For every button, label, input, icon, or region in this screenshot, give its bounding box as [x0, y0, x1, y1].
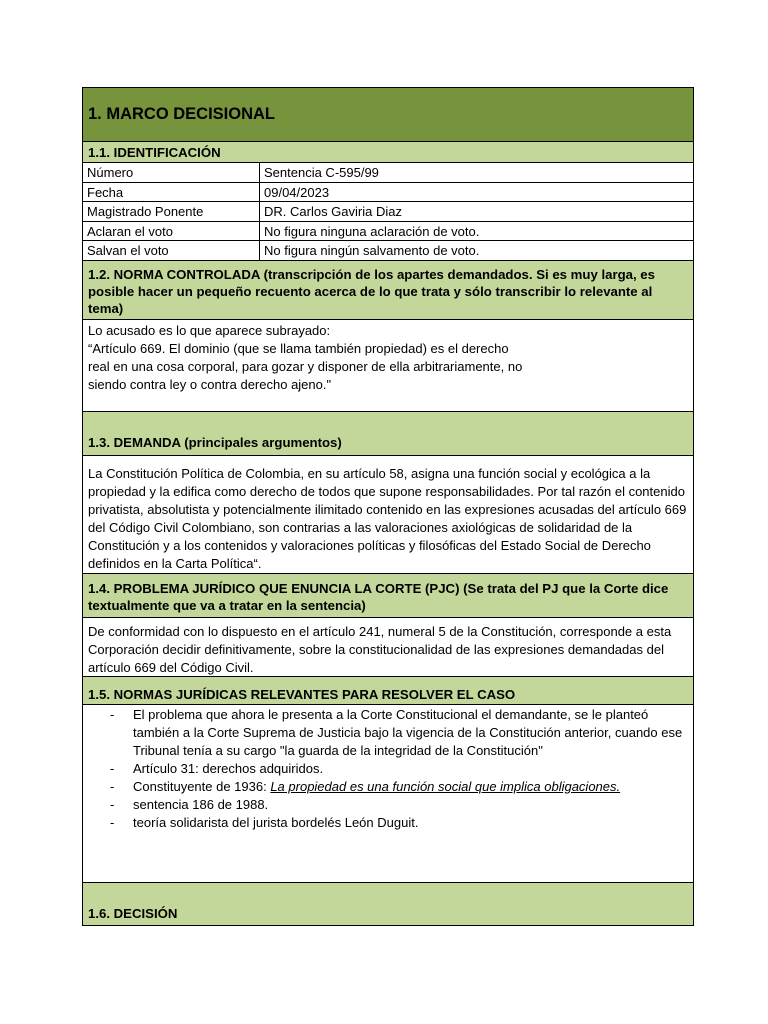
- normas-list: [83, 706, 693, 832]
- norma-line: “Artículo 669. El dominio (que se llama también propiedad) es el derecho: [88, 340, 509, 356]
- demanda-heading: 1.3. DEMANDA (principales argumentos): [83, 412, 693, 456]
- norma-line: Lo acusado es lo que aparece subrayado:: [88, 322, 331, 338]
- constituyente-prefix: Constituyente de 1936:: [133, 778, 271, 794]
- list-item: - teoría solidarista del jurista bordelés León Duguit.: [83, 814, 693, 832]
- list-item: - sentencia 186 de 1988.: [83, 796, 693, 814]
- row-numero: [83, 163, 693, 183]
- value-numero: Sentencia C-595/99: [264, 165, 379, 180]
- identificacion-heading: 1.1. IDENTIFICACIÓN: [83, 142, 693, 163]
- problema-heading: 1.4. PROBLEMA JURÍDICO QUE ENUNCIA LA CORTE (PJC) (Se trata del PJ que la Corte dice textualmente que va a tratar en la sentencia): [83, 574, 693, 618]
- list-item: - El problema que ahora le presenta a la Corte Constitucional el demandante, se le planteó también a la Corte Suprema de Justicia bajo la vigencia de la Constitución anterior, cuando ese Tribunal tenía a su cargo "la guarda de la integridad de la Constitución": [83, 706, 693, 760]
- marco-decisional-table: [82, 87, 694, 926]
- norma-line: siendo contra ley o contra derecho ajeno.": [88, 376, 332, 392]
- norma-heading: 1.2. NORMA CONTROLADA (transcripción de los apartes demandados. Si es muy larga, es posible hacer un pequeño recuento acerca de lo que trata y sólo transcribir lo relevante al tema): [83, 261, 693, 320]
- list-item: - Artículo 31: derechos adquiridos.: [83, 760, 693, 778]
- demanda-body: La Constitución Política de Colombia, en su artículo 58, asigna una función social y ecológica a la propiedad y la edifica como derecho de todos que supone responsabilidades. Por tal razón el contenido privatista, absolutista y potencialmente ilimitado contenido en las expresiones acusadas del artículo 669 del Código Civil Colombiano, son contrarias a las valoraciones axiológicas de solidaridad de la Constitución y a los contenidos y valoraciones políticas y filosóficas del Estado Social de Derecho definidos en la Carta Política“.: [83, 456, 693, 574]
- normas-body: [83, 705, 693, 883]
- label-aclaran: Aclaran el voto: [83, 222, 260, 241]
- list-item: [83, 778, 693, 796]
- decision-heading: 1.6. DECISIÓN: [83, 883, 693, 925]
- value-fecha: 09/04/2023: [264, 184, 330, 200]
- norma-line: real en una cosa corporal, para gozar y disponer de ella arbitrariamente, no: [88, 358, 523, 374]
- normas-heading: 1.5. NORMAS JURÍDICAS RELEVANTES PARA RESOLVER EL CASO: [83, 677, 693, 705]
- label-fecha: Fecha: [83, 183, 260, 202]
- row-magistrado: [83, 202, 693, 222]
- label-salvan: Salvan el voto: [83, 241, 260, 260]
- row-salvan: [83, 241, 693, 261]
- row-fecha: [83, 183, 693, 203]
- label-numero: Número: [83, 163, 260, 182]
- label-magistrado: Magistrado Ponente: [83, 202, 260, 221]
- row-aclaran: [83, 222, 693, 242]
- value-magistrado: DR. Carlos Gaviria Diaz: [264, 204, 402, 219]
- value-salvan: No figura ningún salvamento de voto.: [264, 243, 480, 258]
- section-title: 1. MARCO DECISIONAL: [83, 88, 693, 142]
- identificacion-rows: [83, 163, 693, 261]
- constituyente-quote: La propiedad es una función social que implica obligaciones.: [270, 778, 621, 794]
- norma-body: [83, 320, 693, 412]
- value-aclaran: No figura ninguna aclaración de voto.: [264, 223, 480, 239]
- problema-body: De conformidad con lo dispuesto en el artículo 241, numeral 5 de la Constitución, corresponde a esta Corporación decidir definitivamente, sobre la constitucionalidad de las expresiones demandadas del artículo 669 del Código Civil.: [83, 618, 693, 677]
